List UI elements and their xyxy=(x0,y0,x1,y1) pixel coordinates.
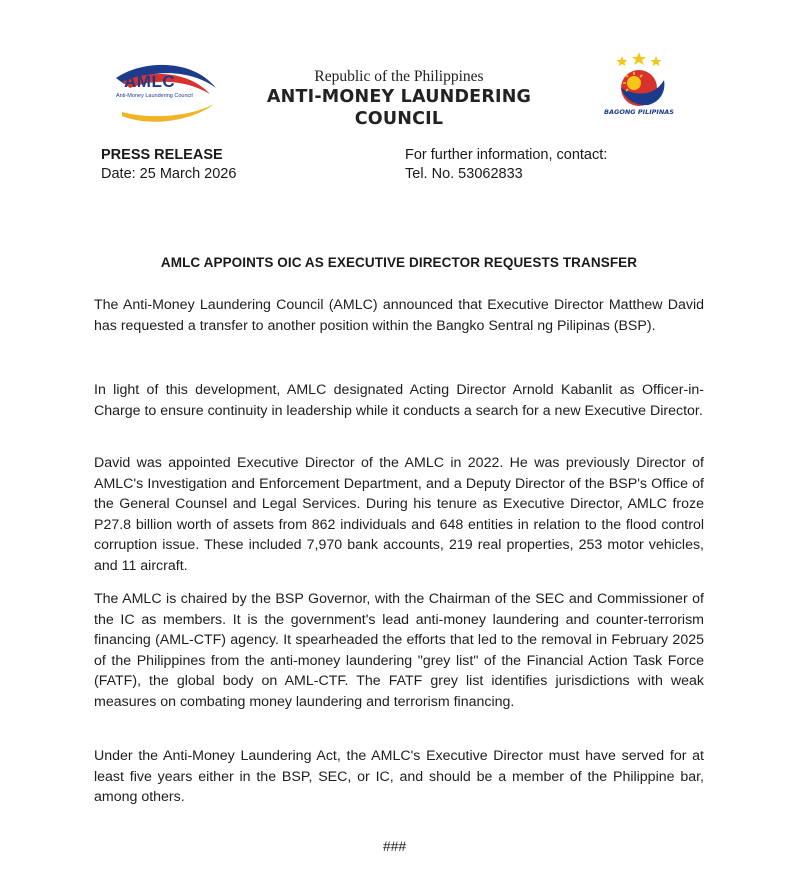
republic-line: Republic of the Philippines xyxy=(314,68,484,85)
letterhead-title xyxy=(236,68,562,130)
contact-label: For further information, contact: xyxy=(405,147,608,163)
bagong-pilipinas-emblem-icon xyxy=(604,50,674,108)
press-release-label: PRESS RELEASE xyxy=(101,147,223,163)
amlc-logo-text: AMLC xyxy=(124,72,176,91)
headline: AMLC APPOINTS OIC AS EXECUTIVE DIRECTOR REQUESTS TRANSFER xyxy=(160,255,638,270)
amlc-logo xyxy=(112,58,220,126)
body-paragraph: The Anti-Money Laundering Council (AMLC) announced that Executive Director Matthew David has requested a transfer to another position within the Bangko Sentral ng Pilipinas (BSP). xyxy=(94,297,704,334)
body-paragraph: Under the Anti-Money Laundering Act, the AMLC's Executive Director must have served for at least five years either in the BSP, SEC, or IC, and should be a member of the Philippine bar, among others. xyxy=(94,748,704,806)
bagong-pilipinas-label: BAGONG PILIPINAS xyxy=(604,108,674,116)
body-paragraph: The AMLC is chaired by the BSP Governor, with the Chairman of the SEC and Commissioner of the IC as members. It is the government's lead anti-money laundering and counter-terrorism financing (AML-CTF) agency. It spearheaded the efforts that led to the removal in February 2025 of the Philippines from the anti-money laundering "grey list" of the Financial Action Task Force (FATF), the global body on AML-CTF. The FATF grey list identifies jurisdictions with weak measures on combating money laundering and terrorism financing. xyxy=(94,591,704,710)
contact-tel: Tel. No. 53062833 xyxy=(405,166,523,182)
end-mark: ### xyxy=(382,838,407,854)
amlc-logo-subtext: Anti-Money Laundering Council xyxy=(116,93,193,99)
press-date: Date: 25 March 2026 xyxy=(101,166,237,182)
council-name: ANTI-MONEY LAUNDERING COUNCIL xyxy=(266,87,532,129)
body-paragraph: In light of this development, AMLC designated Acting Director Arnold Kabanlit as Officer-in-Charge to ensure continuity in leadership while it conducts a search for a new Executive Director. xyxy=(94,382,704,419)
press-info-left xyxy=(101,146,236,184)
press-info-right xyxy=(405,146,607,184)
body-paragraph: David was appointed Executive Director of the AMLC in 2022. He was previously Director of AMLC's Investigation and Enforcement Department, and a Deputy Director of the BSP's Office of the General Counsel and Legal Services. During his tenure as Executive Director, AMLC froze P27.8 billion worth of assets from 862 individuals and 648 entities in relation to the flood control corruption issue. These included 7,970 bank accounts, 219 real properties, 253 motor vehicles, and 11 aircraft. xyxy=(94,455,704,574)
amlc-swoosh-icon xyxy=(112,58,220,126)
